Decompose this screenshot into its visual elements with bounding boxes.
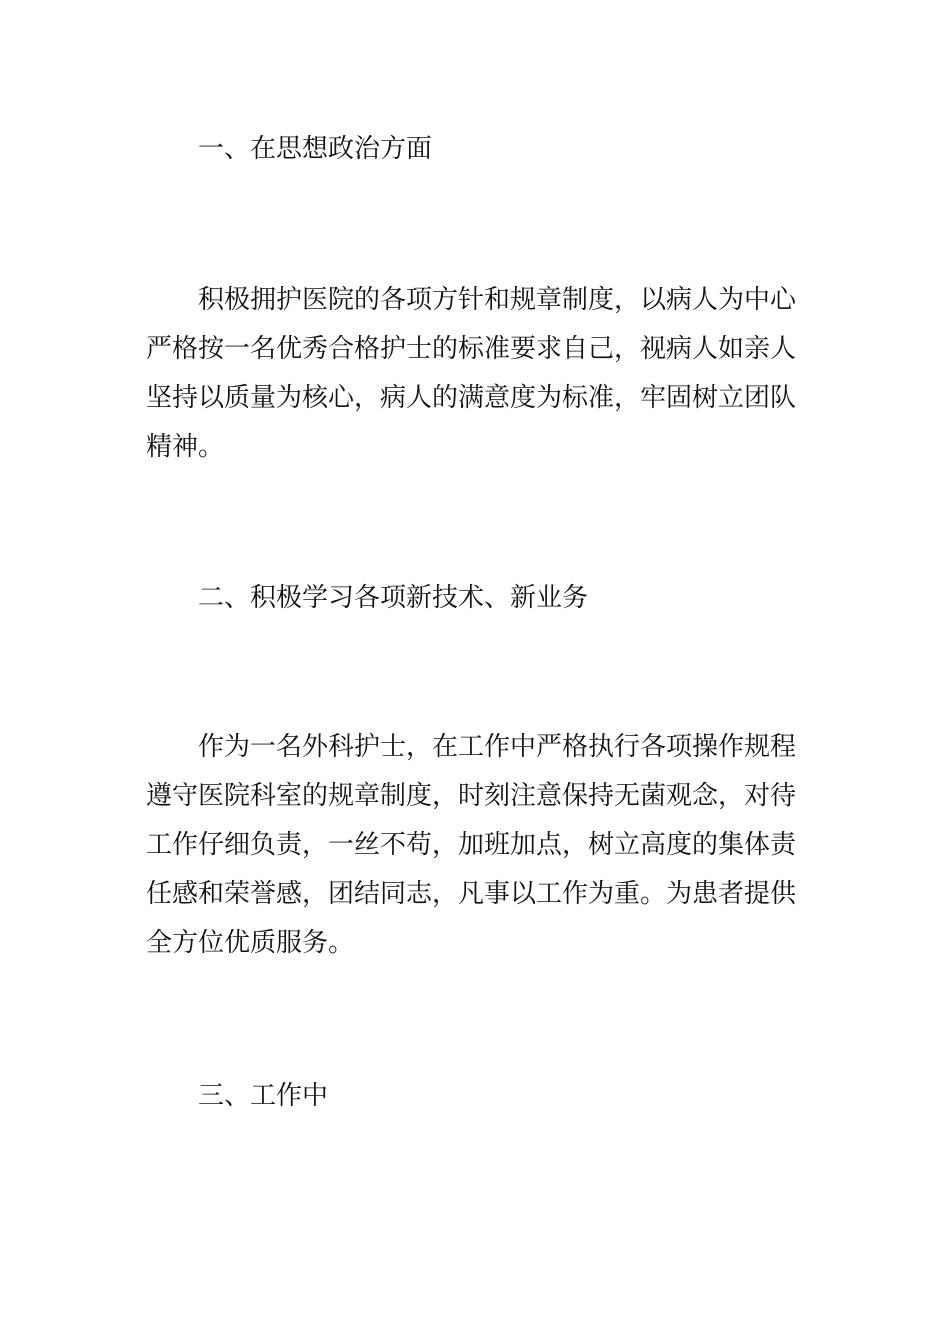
paragraph-line: 工作仔细负责，一丝不苟，加班加点，树立高度的集体责 [146,830,797,860]
paragraph-line: 全方位优质服务。 [146,928,355,958]
section-heading-3: 三、工作中 [198,1081,329,1111]
section-heading-1: 一、在思想政治方面 [198,134,433,164]
paragraph-line: 任感和荣誉感，团结同志，凡事以工作为重。为患者提供 [146,879,797,909]
paragraph-line: 作为一名外科护士，在工作中严格执行各项操作规程 [198,732,797,762]
section-paragraph-1 [146,276,806,472]
section-paragraph-2 [146,723,806,968]
paragraph-line: 坚持以质量为核心，病人的满意度为标准，牢固树立团队 [146,383,797,413]
paragraph-line: 精神。 [146,432,225,462]
paragraph-line: 积极拥护医院的各项方针和规章制度，以病人为中心 [198,285,797,315]
paragraph-line: 遵守医院科室的规章制度，时刻注意保持无菌观念，对待 [146,781,797,811]
section-heading-2: 二、积极学习各项新技术、新业务 [198,583,589,613]
paragraph-line: 严格按一名优秀合格护士的标准要求自己，视病人如亲人 [146,334,797,364]
